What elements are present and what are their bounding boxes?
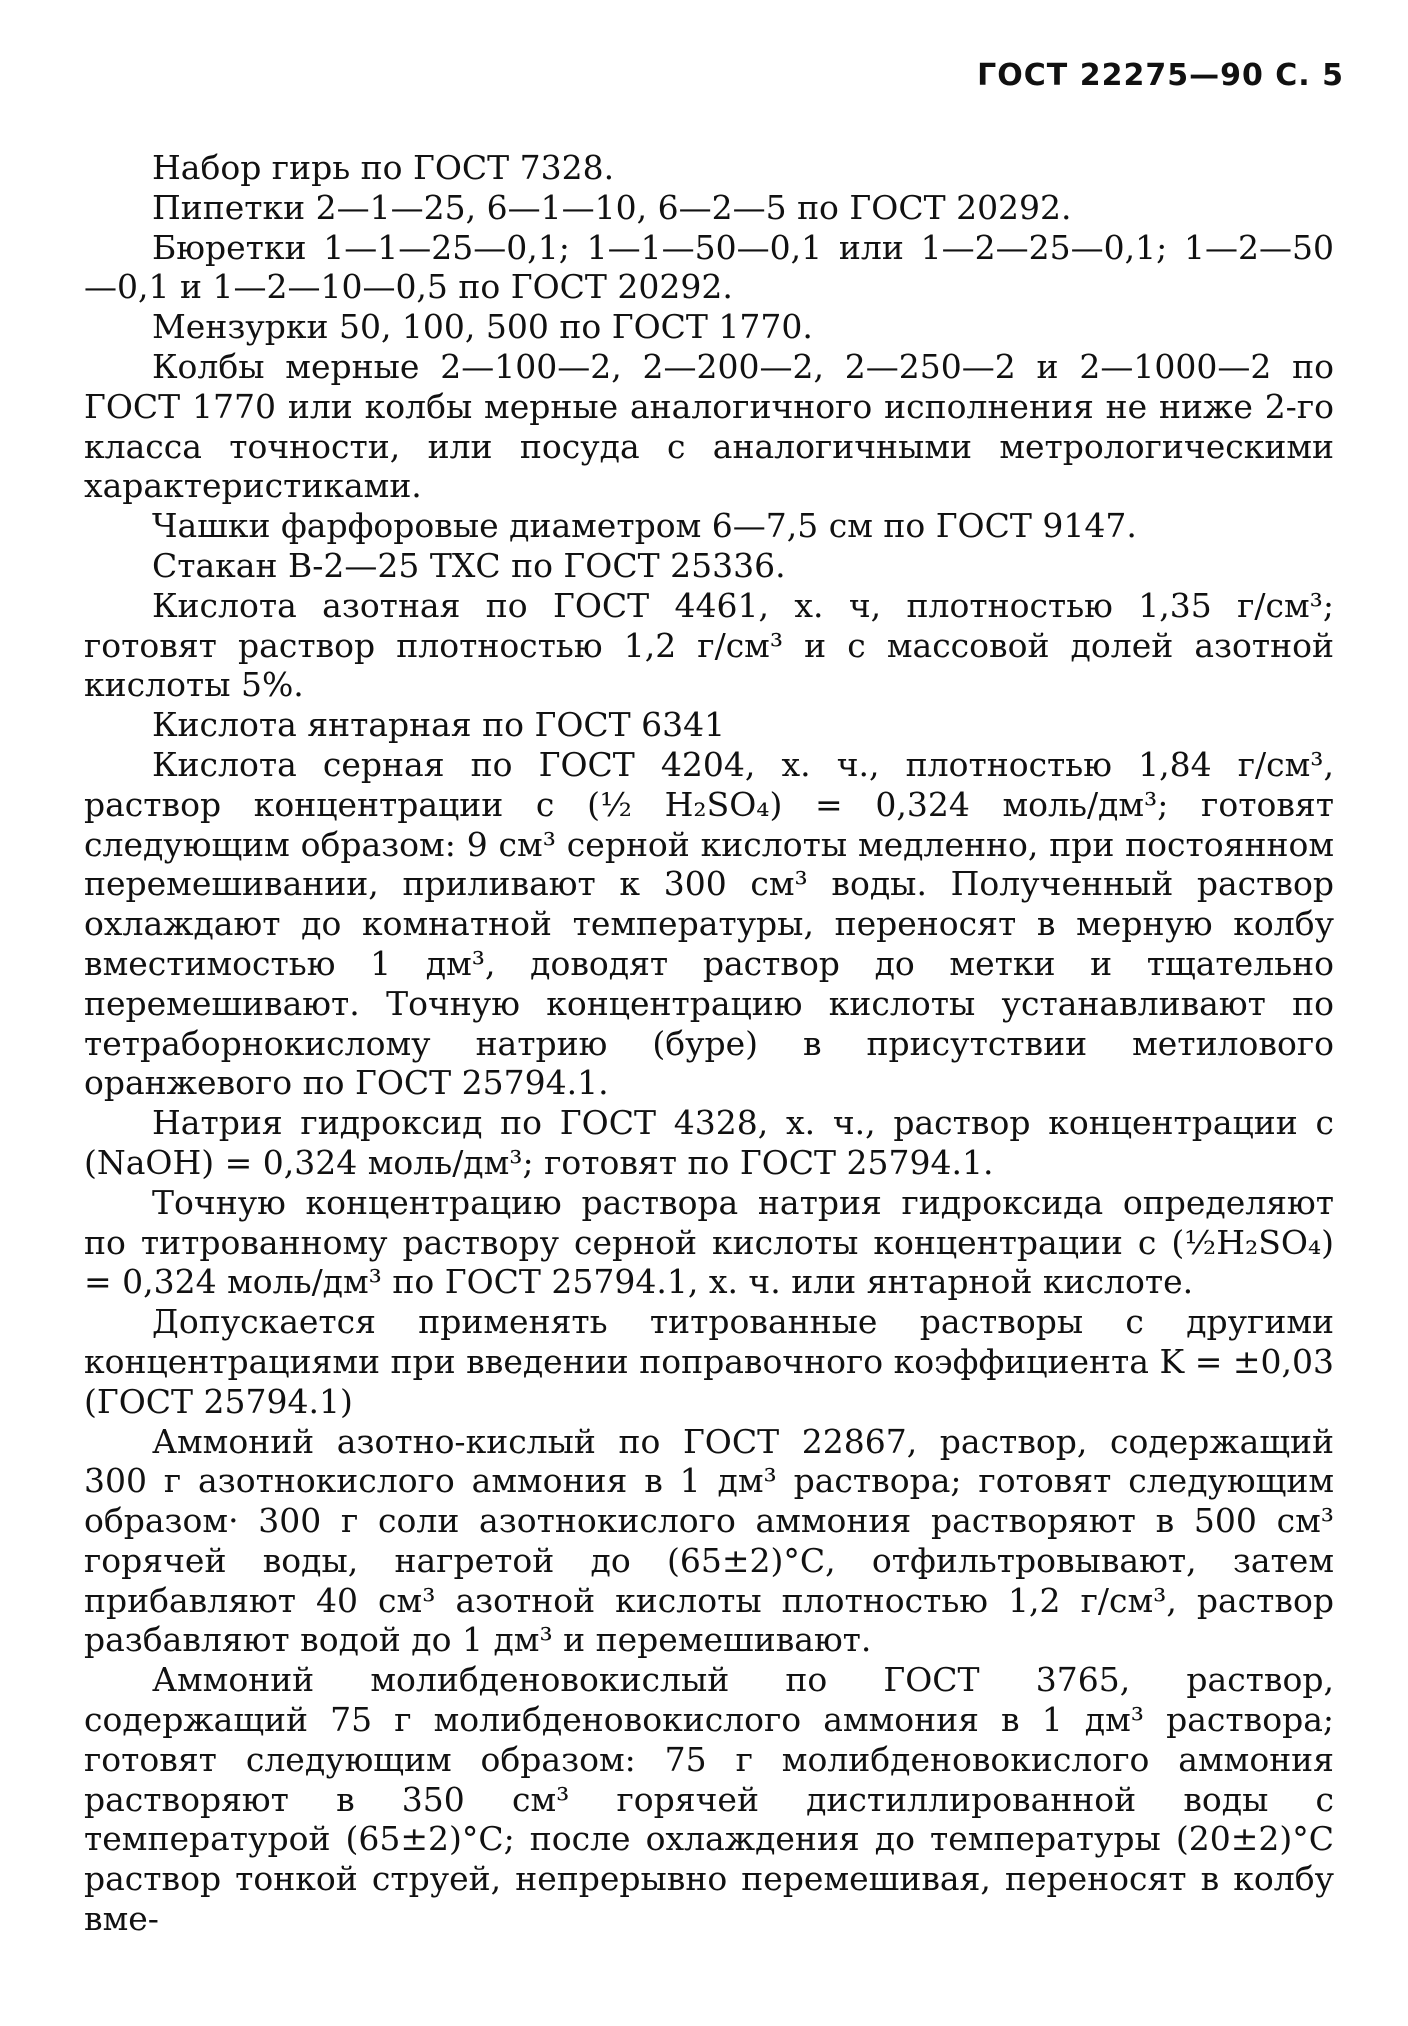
paragraph-ammonium-molybdate: Аммоний молибденовокислый по ГОСТ 3765, раствор, содержащий 75 г молибденовокислого аммония в 1 дм³ раствора; готовят следующим образом: 75 г молибденовокислого аммония растворяют в 350 см³ горячей дистиллированной воды с температурой (65±2)°С; после охлаждения до температуры (20±2)°С раствор тонкой струей, непрерывно перемешивая, переносят в колбу вме- bbox=[84, 1660, 1334, 1939]
paragraph-beaker: Стакан В-2—25 ТХС по ГОСТ 25336. bbox=[152, 545, 786, 585]
document-body bbox=[84, 148, 1334, 1939]
paragraph-ammonium-nitrate: Аммоний азотно-кислый по ГОСТ 22867, раствор, содержащий 300 г азотнокислого аммония в 1 дм³ раствора; готовят следующим образом· 300 г соли азотнокислого аммония растворяют в 500 см³ горячей воды, нагретой до (65±2)°С, отфильтровывают, затем прибавляют 40 см³ азотной кислоты плотностью 1,2 г/см³, раствор разбавляют водой до 1 дм³ и перемешивают. bbox=[84, 1421, 1334, 1660]
paragraph-titrated-solutions: Допускается применять титрованные растворы с другими концентрациями при введении поправочного коэффициента K = ±0,03 (ГОСТ 25794.1) bbox=[84, 1302, 1334, 1421]
paragraph-burettes: Бюретки 1—1—25—0,1; 1—1—50—0,1 или 1—2—25—0,1; 1—2—50—0,1 и 1—2—10—0,5 по ГОСТ 20292. bbox=[84, 227, 1334, 307]
paragraph-sodium-hydroxide: Натрия гидроксид по ГОСТ 4328, х. ч., раствор концентрации c (NaOH) = 0,324 моль/дм³; готовят по ГОСТ 25794.1. bbox=[84, 1103, 1334, 1182]
paragraph-naoh-concentration: Точную концентрацию раствора натрия гидроксида определяют по титрованному раствору серной кислоты концентрации c (½H₂SO₄) = 0,324 моль/дм³ по ГОСТ 25794.1, х. ч. или янтарной кислоте. bbox=[84, 1182, 1334, 1302]
paragraph-porcelain-dishes: Чашки фарфоровые диаметром 6—7,5 см по ГОСТ 9147. bbox=[152, 506, 1137, 546]
paragraph-succinic-acid: Кислота янтарная по ГОСТ 6341 bbox=[152, 705, 726, 745]
paragraph-pipettes: Пипетки 2—1—25, 6—1—10, 6—2—5 по ГОСТ 20292. bbox=[152, 187, 1072, 227]
running-header: ГОСТ 22275—90 С. 5 bbox=[977, 58, 1344, 93]
paragraph-volumetric-flasks: Колбы мерные 2—100—2, 2—200—2, 2—250—2 и 2—1000—2 по ГОСТ 1770 или колбы мерные аналогичного исполнения не ниже 2-го класса точности, или посуда с аналогичными метрологическими характеристиками. bbox=[84, 346, 1334, 506]
paragraph-measuring-cylinders: Мензурки 50, 100, 500 по ГОСТ 1770. bbox=[152, 307, 813, 347]
paragraph-sulfuric-acid: Кислота серная по ГОСТ 4204, х. ч., плотностью 1,84 г/см³, раствор концентрации c (½ H₂SO₄) = 0,324 моль/дм³; готовят следующим образом: 9 см³ серной кислоты медленно, при постоянном перемешивании, приливают к 300 см³ воды. Полученный раствор охлаждают до комнатной температуры, переносят в мерную колбу вместимостью 1 дм³, доводят раствор до метки и тщательно перемешивают. Точную концентрацию кислоты устанавливают по тетраборнокислому натрию (буре) в присутствии метилового оранжевого по ГОСТ 25794.1. bbox=[84, 744, 1334, 1103]
paragraph-nitric-acid: Кислота азотная по ГОСТ 4461, х. ч, плотностью 1,35 г/см³; готовят раствор плотностью 1,2 г/см³ и с массовой долей азотной кислоты 5%. bbox=[84, 585, 1334, 705]
paragraph-weights: Набор гирь по ГОСТ 7328. bbox=[152, 148, 615, 187]
